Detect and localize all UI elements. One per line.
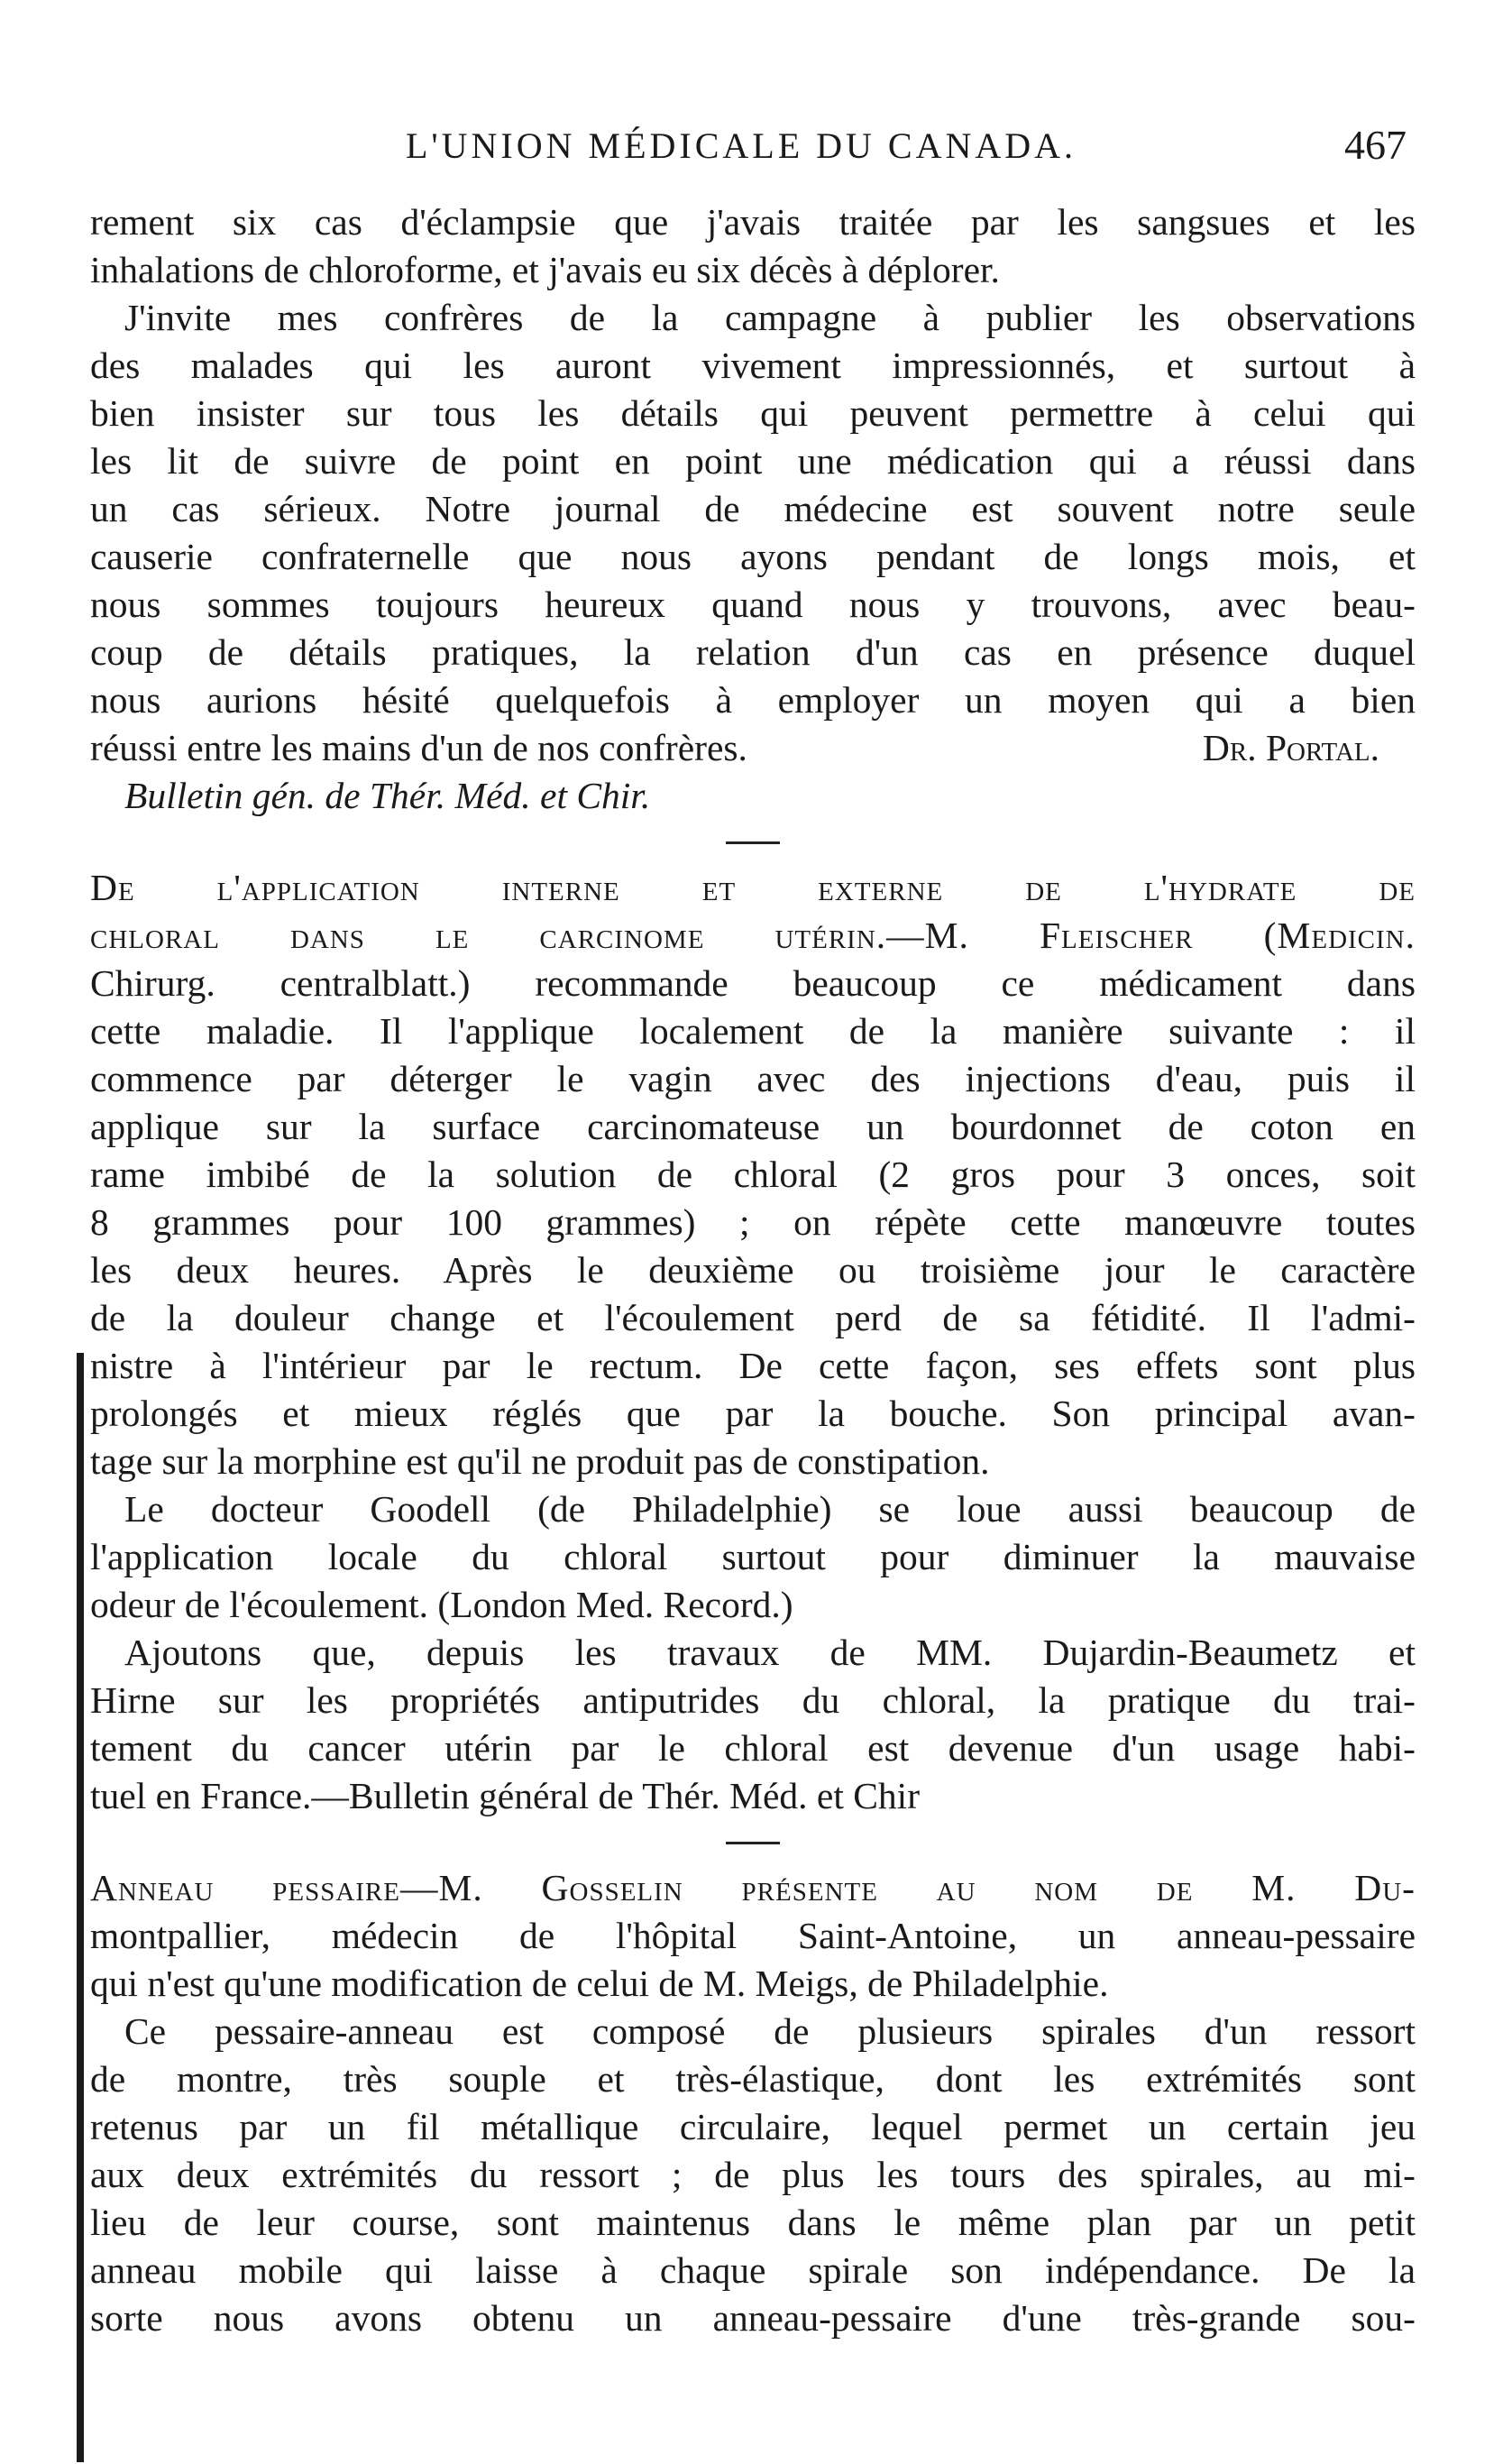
line-text: Hirne sur les propriétés antiputrides du chloral, la pratique du trai- <box>90 1679 1416 1721</box>
line-text: Le docteur Goodell (de Philadelphie) se loue aussi beaucoup de <box>124 1488 1416 1530</box>
text-line <box>90 864 1416 912</box>
line-text: tement du cancer utérin par le chloral est devenue d'un usage habi- <box>90 1727 1416 1769</box>
text-line <box>90 2151 1416 2199</box>
line-text: Chirurg. centralblatt.) recommande beaucoup ce médicament dans <box>90 962 1416 1004</box>
line-text: retenus par un fil métallique circulaire, lequel permet un certain jeu <box>90 2106 1416 2147</box>
text-line <box>90 2199 1416 2247</box>
line-text: Anneau pessaire—M. Gosselin présente au nom de M. Du- <box>90 1867 1416 1908</box>
page-number: 467 <box>1344 122 1407 168</box>
line-text: bien insister sur tous les détails qui peuvent permettre à celui qui <box>90 392 1416 434</box>
text-line <box>90 342 1416 390</box>
line-text: l'application locale du chloral surtout pour diminuer la mauvaise <box>90 1536 1416 1577</box>
text-line <box>90 1199 1416 1246</box>
text-line <box>90 533 1416 581</box>
line-text: un cas sérieux. Notre journal de médecine est souvent notre seule <box>90 488 1416 529</box>
line-text: sorte nous avons obtenu un anneau-pessaire d'une très-grande sou- <box>90 2297 1416 2339</box>
line-text: odeur de l'écoulement. (London Med. Record.) <box>90 1584 793 1625</box>
line-text: commence par déterger le vagin avec des injections d'eau, puis il <box>90 1058 1416 1099</box>
line-text: nistre à l'intérieur par le rectum. De cette façon, ses effets sont plus <box>90 1345 1416 1386</box>
running-head: L'UNION MÉDICALE DU CANADA. <box>406 125 1077 166</box>
text-line <box>90 437 1416 485</box>
text-line <box>90 676 1416 724</box>
line-text: inhalations de chloroforme, et j'avais eu six décès à déplorer. <box>90 249 1000 290</box>
line-text: nous sommes toujours heureux quand nous y trouvons, avec beau- <box>90 584 1416 625</box>
text-line <box>90 1533 1416 1581</box>
text-line <box>90 1485 1416 1533</box>
line-text: prolongés et mieux réglés que par la bouche. Son principal avan- <box>90 1393 1416 1434</box>
line-text: qui n'est qu'une modification de celui de M. Meigs, de Philadelphie. <box>90 1963 1109 2004</box>
text-line <box>90 1103 1416 1151</box>
text-line <box>90 1007 1416 1055</box>
text-line <box>90 1864 1416 1912</box>
text-line <box>90 629 1416 676</box>
text-line <box>90 2008 1416 2055</box>
binding-shadow <box>77 1353 84 2462</box>
line-text: tuel en France.—Bulletin général de Thér. Méd. et Chir <box>90 1775 921 1816</box>
page-header <box>90 124 1443 179</box>
line-text: J'invite mes confrères de la campagne à publier les observations <box>124 297 1416 338</box>
line-text: causerie confraternelle que nous ayons pendant de longs mois, et <box>90 536 1416 577</box>
text-line <box>90 1960 1416 2008</box>
text-line <box>90 1912 1416 1960</box>
text-line <box>90 1294 1416 1342</box>
text-line <box>90 390 1416 437</box>
line-text: Ce pessaire-anneau est composé de plusieurs spirales d'un ressort <box>124 2010 1416 2052</box>
line-text: anneau mobile qui laisse à chaque spirale son indépendance. De la <box>90 2249 1416 2291</box>
line-text: des malades qui les auront vivement impressionnés, et surtout à <box>90 345 1416 386</box>
line-text: les lit de suivre de point en point une médication qui a réussi dans <box>90 440 1416 482</box>
line-text: les deux heures. Après le deuxième ou troisième jour le caractère <box>90 1249 1416 1291</box>
text-line <box>90 485 1416 533</box>
text-line <box>90 2103 1416 2151</box>
line-text: montpallier, médecin de l'hôpital Saint-Antoine, un anneau-pessaire <box>90 1915 1416 1956</box>
line-text: lieu de leur course, sont maintenus dans le même plan par un petit <box>90 2202 1416 2243</box>
line-text: applique sur la surface carcinomateuse un bourdonnet de coton en <box>90 1106 1416 1147</box>
text-line <box>90 1055 1416 1103</box>
text-line <box>90 772 1416 820</box>
line-text: de montre, très souple et très-élastique, dont les extrémités sont <box>90 2058 1416 2100</box>
line-text: réussi entre les mains d'un de nos confrères. <box>90 727 747 768</box>
text-line <box>90 1342 1416 1390</box>
section-divider <box>726 1842 780 1844</box>
line-text: tage sur la morphine est qu'il ne produit pas de constipation. <box>90 1440 990 1482</box>
line-text: De l'application interne et externe de l'hydrate de <box>90 867 1416 908</box>
line-text: rame imbibé de la solution de chloral (2 gros pour 3 onces, soit <box>90 1154 1416 1195</box>
text-line <box>90 581 1416 629</box>
text-line <box>90 1629 1416 1677</box>
text-line <box>90 2294 1416 2342</box>
text-line <box>90 1438 1416 1485</box>
text-line <box>90 960 1416 1007</box>
text-line <box>90 1246 1416 1294</box>
text-line <box>90 1772 1416 1820</box>
line-text: Bulletin gén. de Thér. Méd. et Chir. <box>124 775 651 816</box>
page-body <box>90 198 1416 2342</box>
text-line <box>90 1581 1416 1629</box>
text-line <box>90 2247 1416 2294</box>
line-text: Ajoutons que, depuis les travaux de MM. Dujardin-Beaumetz et <box>124 1632 1416 1673</box>
line-text: rement six cas d'éclampsie que j'avais traitée par les sangsues et les <box>90 201 1416 243</box>
line-text: chloral dans le carcinome utérin.—M. Fleischer (Medicin. <box>90 915 1416 956</box>
text-line <box>90 1677 1416 1724</box>
line-text: nous aurions hésité quelquefois à employer un moyen qui a bien <box>90 679 1416 721</box>
line-text: coup de détails pratiques, la relation d'un cas en présence duquel <box>90 631 1416 673</box>
line-text: cette maladie. Il l'applique localement de la manière suivante : il <box>90 1010 1416 1052</box>
text-line <box>90 2055 1416 2103</box>
text-line <box>90 1390 1416 1438</box>
text-line <box>90 1151 1416 1199</box>
line-text: aux deux extrémités du ressort ; de plus les tours des spirales, au mi- <box>90 2154 1416 2195</box>
line-text: 8 grammes pour 100 grammes) ; on répète cette manœuvre toutes <box>90 1201 1416 1243</box>
text-line <box>90 246 1416 294</box>
text-line <box>90 294 1416 342</box>
text-line <box>90 724 1416 772</box>
text-line <box>90 1724 1416 1772</box>
author-signature: Dr. Portal. <box>1202 727 1379 768</box>
section-divider <box>726 841 780 844</box>
line-text: de la douleur change et l'écoulement perd de sa fétidité. Il l'admi- <box>90 1297 1416 1338</box>
text-line <box>90 198 1416 246</box>
text-line <box>90 912 1416 960</box>
